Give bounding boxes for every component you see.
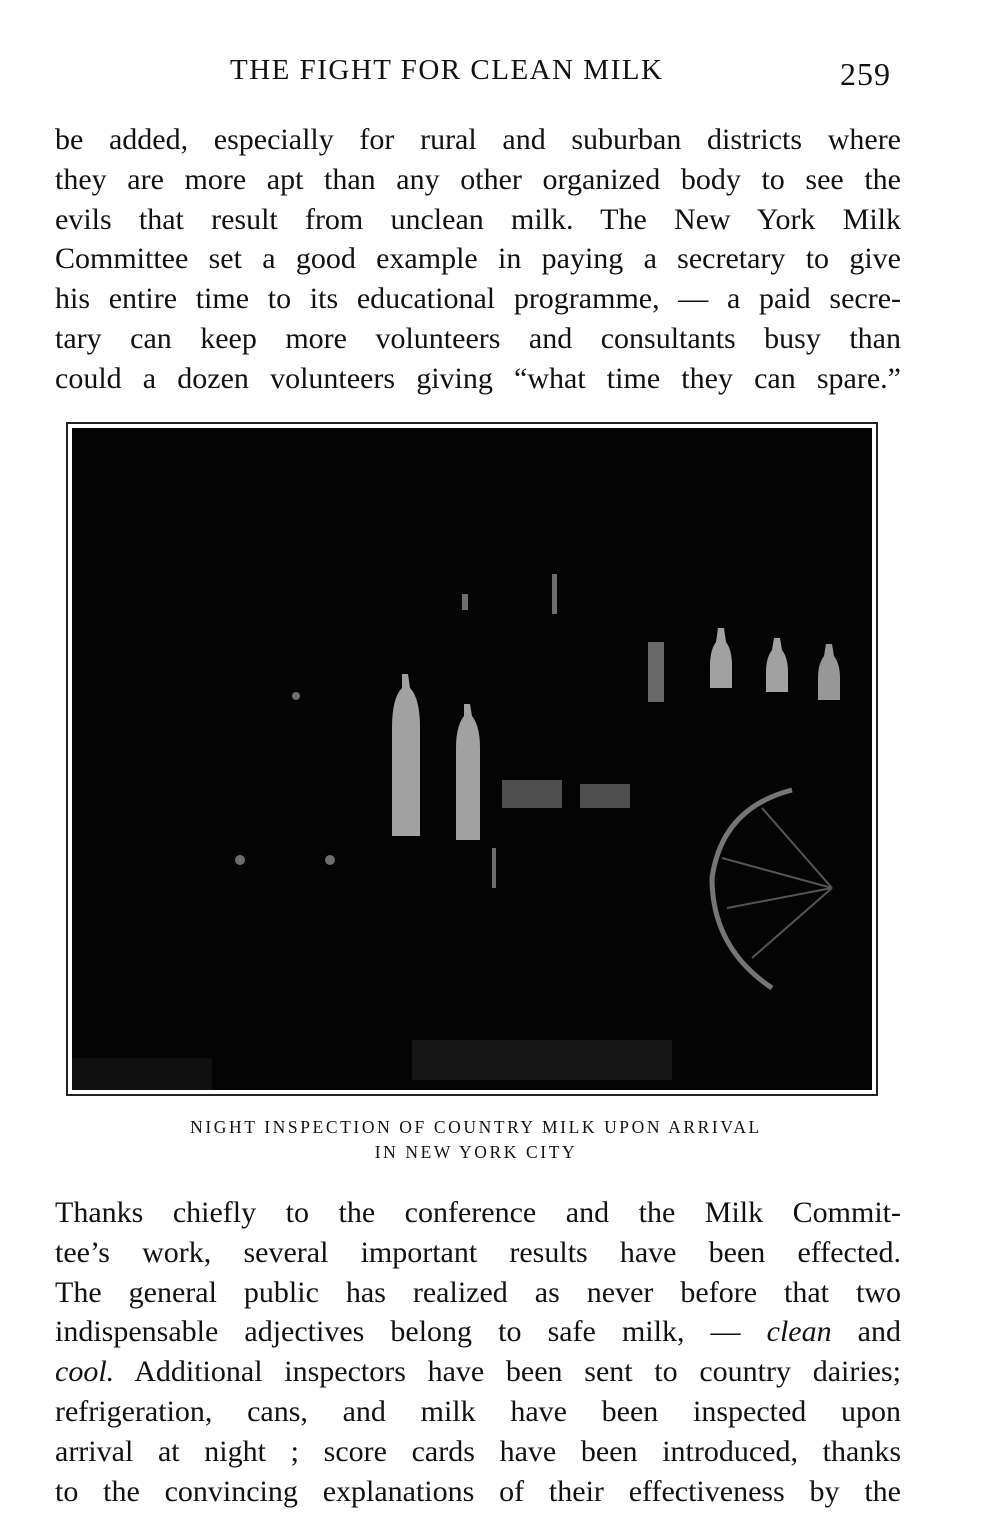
text-line: Thanks chiefly to the conference and the Milk Commit- — [55, 1196, 901, 1229]
text-line: be added, especially for rural and suburban districts where — [55, 123, 901, 156]
text-line: his entire time to its educational programme, — a paid secre- — [55, 282, 901, 316]
night-inspection-photograph — [72, 428, 872, 1090]
photograph-illustration — [72, 428, 872, 1090]
text-line: could a dozen volunteers giving “what time they can spare.” — [55, 361, 901, 395]
page-number: 259 — [840, 56, 891, 92]
text-line — [55, 1352, 901, 1392]
text-line: evils that result from unclean milk. The New York Milk — [55, 202, 901, 236]
italic-word-cool: cool. — [55, 1355, 115, 1389]
italic-word-clean: clean — [766, 1315, 832, 1349]
text-run: Additional inspectors have been sent to country dairies; — [114, 1355, 901, 1389]
figure-caption-line-1: NIGHT INSPECTION OF COUNTRY MILK UPON ARRIVAL — [190, 1117, 762, 1137]
text-line: they are more apt than any other organized body to see the — [55, 162, 901, 196]
text-run: indispensable adjectives belong to safe milk, — — [55, 1315, 767, 1349]
paragraph-bottom — [55, 1193, 901, 1511]
figure-caption-line-2: IN NEW YORK CITY — [374, 1142, 578, 1162]
running-title: THE FIGHT FOR CLEAN MILK — [230, 54, 664, 86]
text-line — [55, 1312, 901, 1352]
text-line: to the convincing explanations of their effectiveness by the — [55, 1474, 901, 1508]
text-line: tary can keep more volunteers and consultants busy than — [55, 321, 901, 355]
text-line: tee’s work, several important results have been effected. — [55, 1235, 901, 1269]
text-run: and — [831, 1315, 901, 1349]
text-line: The general public has realized as never before that two — [55, 1275, 901, 1309]
text-line: Committee set a good example in paying a secretary to give — [55, 242, 901, 276]
text-line: refrigeration, cans, and milk have been inspected upon — [55, 1394, 901, 1428]
paragraph-top — [55, 120, 901, 399]
photograph-frame — [66, 422, 878, 1096]
text-line: arrival at night ; score cards have been introduced, thanks — [55, 1434, 901, 1468]
